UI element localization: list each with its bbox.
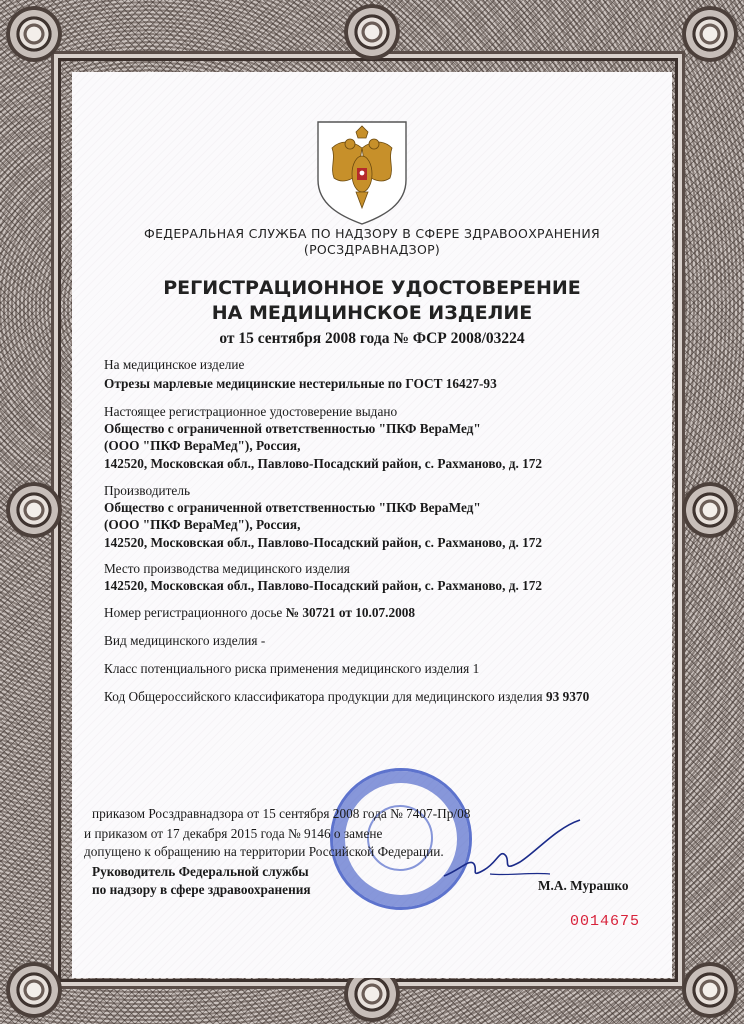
device-name: Отрезы марлевые медицинские нестерильные по ГОСТ 16427-93: [104, 376, 497, 391]
corner-ornament-icon: [6, 962, 62, 1018]
device-label: На медицинское изделие: [104, 357, 245, 372]
corner-ornament-icon: [682, 6, 738, 62]
issued-company-short: (ООО "ПКФ ВераМед"), Россия,: [104, 438, 301, 453]
document-subtitle: НА МЕДИЦИНСКОЕ ИЗДЕЛИЕ: [211, 302, 533, 324]
manufacturer-address: 142520, Московская обл., Павлово-Посадский район, с. Рахманово, д. 172: [104, 535, 543, 550]
signatory-name: М.А. Мурашко: [538, 878, 629, 893]
side-ornament-icon: [682, 482, 738, 538]
agency-abbreviation: (РОСЗДРАВНАДЗОР): [303, 242, 441, 257]
manufacturer-label: Производитель: [104, 483, 191, 498]
corner-ornament-icon: [682, 962, 738, 1018]
risk-class: Класс потенциального риска применения медицинского изделия 1: [104, 661, 480, 676]
issued-label: Настоящее регистрационное удостоверение выдано: [104, 404, 398, 419]
production-address: 142520, Московская обл., Павлово-Посадский район, с. Рахманово, д. 172: [104, 578, 543, 593]
document-title: РЕГИСТРАЦИОННОЕ УДОСТОВЕРЕНИЕ: [163, 277, 581, 299]
side-ornament-icon: [6, 482, 62, 538]
serial-number: 0014675: [570, 913, 641, 930]
manufacturer-company-short: (ООО "ПКФ ВераМед"), Россия,: [104, 517, 301, 532]
manufacturer-company: Общество с ограниченной ответственностью "ПКФ ВераМед": [104, 500, 481, 515]
agency-name: ФЕДЕРАЛЬНАЯ СЛУЖБА ПО НАДЗОРУ В СФЕРЕ ЗДРАВООХРАНЕНИЯ: [144, 226, 600, 241]
okp-label: Код Общероссийского классификатора продукции для медицинского изделия: [104, 689, 543, 704]
dossier-value: № 30721 от 10.07.2008: [285, 605, 416, 620]
order-line-2: и приказом от 17 декабря 2015 года № 9146 о замене: [84, 826, 383, 841]
top-ornament-icon: [344, 4, 400, 60]
order-line-1: приказом Росздравнадзора от 15 сентября 2008 года № 7407-Пр/08: [92, 806, 471, 821]
issued-address: 142520, Московская обл., Павлово-Посадский район, с. Рахманово, д. 172: [104, 456, 543, 471]
production-label: Место производства медицинского изделия: [104, 561, 350, 576]
okp-row: [104, 689, 589, 705]
okp-code: 93 9370: [546, 689, 590, 704]
dossier-label: Номер регистрационного досье: [104, 605, 283, 620]
order-line-3: допущено к обращению на территории Российской Федерации.: [84, 844, 444, 859]
head-title-line-2: по надзору в сфере здравоохранения: [92, 882, 311, 897]
dossier-row: [104, 605, 415, 621]
corner-ornament-icon: [6, 6, 62, 62]
issued-company: Общество с ограниченной ответственностью "ПКФ ВераМед": [104, 421, 481, 436]
head-title-line-1: Руководитель Федеральной службы: [92, 864, 309, 879]
device-kind: Вид медицинского изделия -: [104, 633, 266, 648]
coat-of-arms-icon: [312, 118, 412, 226]
registration-date-number: от 15 сентября 2008 года № ФСР 2008/03224: [219, 330, 525, 347]
